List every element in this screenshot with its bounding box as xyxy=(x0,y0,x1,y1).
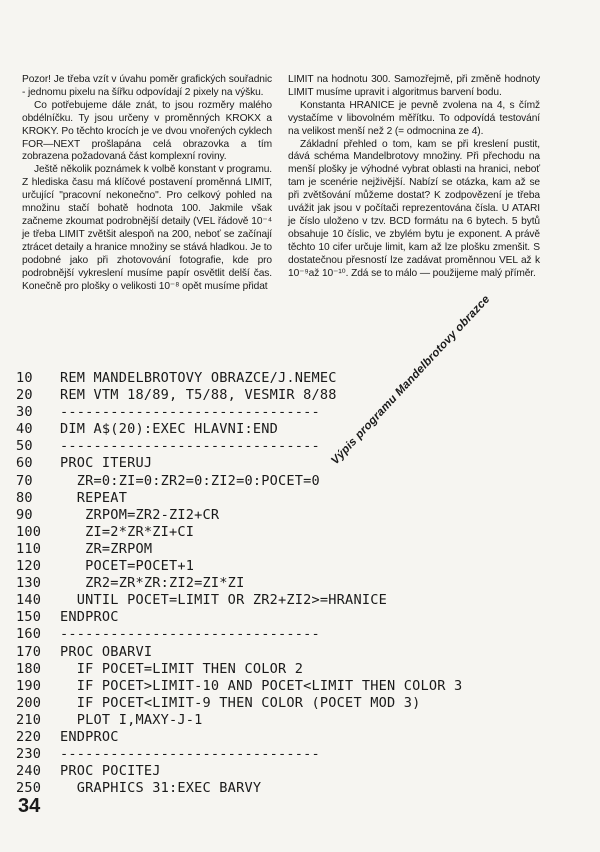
line-number: 200 xyxy=(16,694,42,711)
code-text: PROC OBARVI xyxy=(60,643,153,660)
code-line xyxy=(16,695,576,712)
code-text: ZR2=ZR*ZR:ZI2=ZI*ZI xyxy=(60,575,245,592)
line-number: 20 xyxy=(16,387,33,404)
line-number: 150 xyxy=(16,609,42,626)
paragraph: Ještě několik poznámek k volbě konstant v programu. Z hlediska času má klíčové postavení proměnná LIMIT, určující "pracovní nekonečno". Pro celkový pohled na množinu stačí bohatě hodnota 100. Jakmile však začneme zkoumat podrobnější detaily (VEL řádově 10⁻⁴ je třeba LIMIT zvětšit alespoň na 200, neboť se začínají ztrácet detaily a hranice množiny se stává hladkou. Je to podobné jako při zhotovování fotografie, kde pro podrobnější vykreslení musíme papír osvětlit delší čas. Konečně pro plošky o velikosti 10⁻⁸ opět musíme přidat xyxy=(22,164,272,292)
paragraph: Základní přehled o tom, kam se při kreslení pustit, dává schéma Mandelbrotovy množiny. Při přechodu na menší plošky je výhodné vybrat oblasti na hranici, neboť tam je scenérie nejživější. Nabízí se otázka, kam až se při zvětšování můžeme dostat? K zodpovězení je třeba uvážit jak jsou v počítači reprezentována čísla. U ATARI je číslo uloženo v tzv. BCD formátu na 6 bytech. 5 bytů obsahuje 10 číslic, ve zbylém bytu je exponent. A právě těchto 10 cifer určuje limit, kam až lze plošku zmenšit. S dostatečnou přesností lze zadávat proměnnou VEL až k 10⁻⁹až 10⁻¹⁰. Zdá se to málo — použijeme malý příměr. xyxy=(288,138,540,279)
paragraph: Pozor! Je třeba vzít v úvahu poměr grafických souřadnic - jednomu pixelu na šířku odpovídají 2 pixely na výšku. xyxy=(22,74,272,98)
code-line xyxy=(16,387,576,404)
code-text: ENDPROC xyxy=(60,609,119,626)
code-line xyxy=(16,541,576,558)
code-text: ZRPOM=ZR2-ZI2+CR xyxy=(60,506,220,523)
line-number: 90 xyxy=(16,506,33,523)
code-line xyxy=(16,729,576,746)
line-number: 240 xyxy=(16,763,42,780)
code-line xyxy=(16,644,576,661)
code-line xyxy=(16,558,576,575)
line-number: 220 xyxy=(16,728,42,745)
code-text: PLOT I,MAXY-J-1 xyxy=(60,711,203,728)
line-number: 40 xyxy=(16,421,33,438)
code-line xyxy=(16,507,576,524)
code-text: ------------------------------- xyxy=(60,746,320,763)
code-line xyxy=(16,661,576,678)
code-line xyxy=(16,473,576,490)
text-column-right xyxy=(288,74,540,281)
code-text: GRAPHICS 31:EXEC BARVY xyxy=(60,780,262,797)
line-number: 110 xyxy=(16,540,42,557)
paragraph: Co potřebujeme dále znát, to jsou rozměry malého obdélníčku. Ty jsou určeny v proměnných KROKX a KROKY. Po těchto krocích je ve dvou vnořených cyklech FOR—NEXT prošlapána celá obrazovka a tím zobrazena požadovaná část komplexní roviny. xyxy=(22,99,272,163)
code-line xyxy=(16,455,576,472)
line-number: 250 xyxy=(16,780,42,797)
code-line xyxy=(16,746,576,763)
code-line xyxy=(16,780,576,797)
code-line xyxy=(16,370,576,387)
line-number: 190 xyxy=(16,677,42,694)
line-number: 70 xyxy=(16,472,33,489)
text-column-left xyxy=(22,74,272,293)
line-number: 10 xyxy=(16,370,33,386)
code-text: PROC POCITEJ xyxy=(60,763,161,780)
code-text: REM MANDELBROTOVY OBRAZCE/J.NEMEC xyxy=(60,370,337,386)
code-text: DIM A$(20):EXEC HLAVNI:END xyxy=(60,421,278,438)
code-text: ENDPROC xyxy=(60,728,119,745)
code-text: ------------------------------- xyxy=(60,626,320,643)
line-number: 130 xyxy=(16,575,42,592)
code-line xyxy=(16,421,576,438)
line-number: 170 xyxy=(16,643,42,660)
code-line xyxy=(16,678,576,695)
code-line xyxy=(16,763,576,780)
line-number: 210 xyxy=(16,711,42,728)
code-line xyxy=(16,438,576,455)
line-number: 230 xyxy=(16,746,42,763)
code-text: UNTIL POCET=LIMIT OR ZR2+ZI2>=HRANICE xyxy=(60,592,387,609)
code-text: IF POCET<LIMIT-9 THEN COLOR (POCET MOD 3) xyxy=(60,694,421,711)
code-text: ZI=2*ZR*ZI+CI xyxy=(60,523,195,540)
code-line xyxy=(16,609,576,626)
paragraph: LIMIT na hodnotu 300. Samozřejmě, při změně hodnoty LIMIT musíme upravit i algoritmus barvení bodu. xyxy=(288,74,540,98)
line-number: 120 xyxy=(16,558,42,575)
code-text: POCET=POCET+1 xyxy=(60,558,195,575)
page-number: 34 xyxy=(18,795,41,817)
code-text: ZR=ZRPOM xyxy=(60,540,153,557)
code-text: PROC ITERUJ xyxy=(60,455,153,472)
paragraph: Konstanta HRANICE je pevně zvolena na 4, s čímž vystačíme v libovolném měřítku. To odpovídá testování na velikost menší než 2 (= odmocnina ze 4). xyxy=(288,99,540,137)
listing-caption: Výpis programu Mandelbrotovy obrazce xyxy=(329,293,493,467)
code-line xyxy=(16,592,576,609)
line-number: 160 xyxy=(16,626,42,643)
code-text: IF POCET=LIMIT THEN COLOR 2 xyxy=(60,660,304,677)
code-line xyxy=(16,575,576,592)
line-number: 140 xyxy=(16,592,42,609)
code-line xyxy=(16,524,576,541)
line-number: 30 xyxy=(16,404,33,421)
code-line xyxy=(16,490,576,507)
line-number: 50 xyxy=(16,438,33,455)
code-text: ZR=0:ZI=0:ZR2=0:ZI2=0:POCET=0 xyxy=(60,472,320,489)
code-text: REPEAT xyxy=(60,489,128,506)
code-line xyxy=(16,626,576,643)
code-line xyxy=(16,404,576,421)
code-line xyxy=(16,712,576,729)
line-number: 180 xyxy=(16,660,42,677)
code-listing xyxy=(16,370,576,797)
code-text: IF POCET>LIMIT-10 AND POCET<LIMIT THEN COLOR 3 xyxy=(60,677,463,694)
line-number: 60 xyxy=(16,455,33,472)
code-text: ------------------------------- xyxy=(60,404,320,421)
line-number: 100 xyxy=(16,523,42,540)
code-text: REM VTM 18/89, T5/88, VESMIR 8/88 xyxy=(60,387,337,404)
line-number: 80 xyxy=(16,489,33,506)
code-text: ------------------------------- xyxy=(60,438,320,455)
